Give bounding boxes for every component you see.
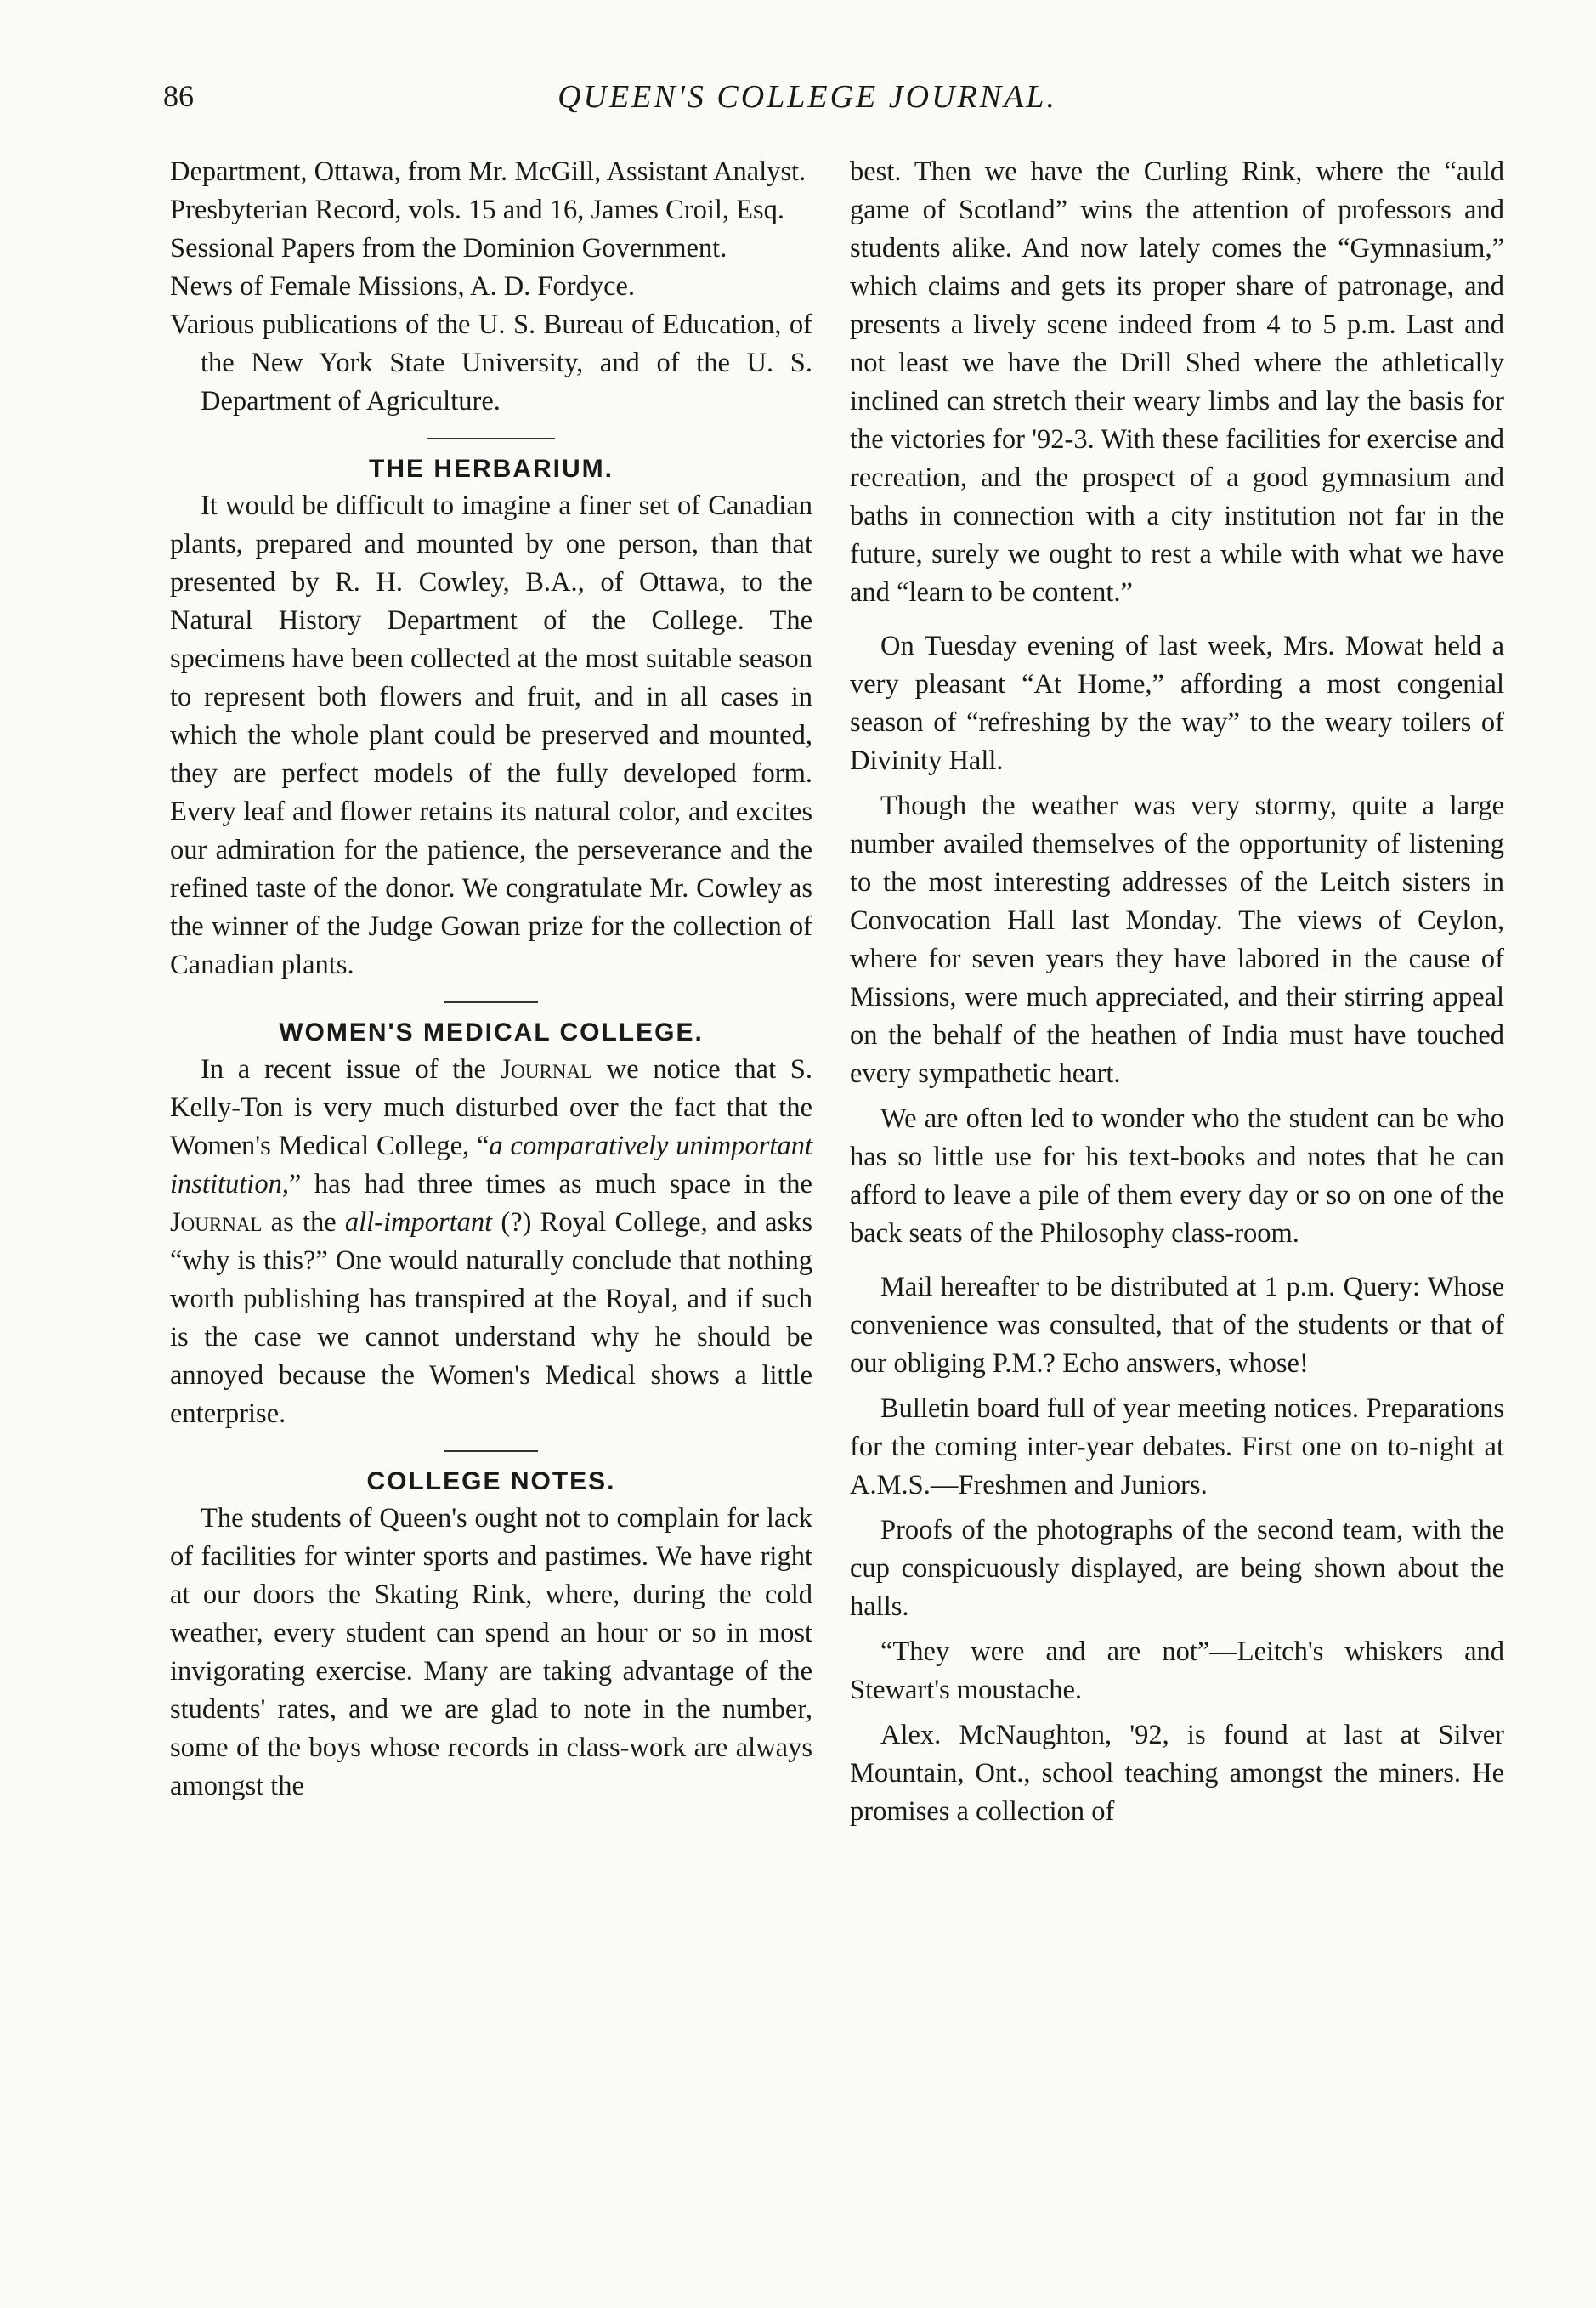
- college-notes-paragraph: The students of Queen's ought not to complain for lack of facilities for winter sports and pastimes. We have right at our doors the Skating Rink, where, during the cold weather, every student can spend an hour or so in most invigorating exercise. Many are taking advantage of the students' rates, and we are glad to note in the number, some of the boys whose records in class-work are always amongst the: [170, 1503, 812, 1801]
- quoted-phrase: a comparatively unimportant institution,: [170, 1131, 812, 1199]
- page-number: 86: [163, 79, 194, 113]
- herbarium-heading: THE HERBARIUM.: [369, 455, 614, 483]
- right-column: [850, 153, 1504, 1831]
- note-paragraph: We are often led to wonder who the student can be who has so little use for his text-books and notes that he can afford to leave a pile of them every day or so on one of the back seats of the Philosophy class-room.: [850, 1103, 1504, 1249]
- left-column: [170, 153, 812, 1806]
- note-paragraph: Bulletin board full of year meeting notices. Preparations for the coming inter-year debates. First one on to-night at A.M.S.—Freshmen and Juniors.: [850, 1393, 1504, 1500]
- donation-entry: Various publications of the U. S. Bureau of Education, of the New York State University, and of the U. S. Department of Agriculture.: [170, 309, 812, 417]
- text-run: we notice that S. Kelly-Ton is very much disturbed over the fact that the Women's Medical College, “: [170, 1054, 812, 1161]
- womens-medical-paragraph: [170, 1051, 812, 1433]
- donation-entry: Presbyterian Record, vols. 15 and 16, James Croil, Esq.: [170, 195, 785, 225]
- text-run: In a recent issue of the: [201, 1054, 501, 1085]
- running-head: [163, 78, 1452, 129]
- note-paragraph: best. Then we have the Curling Rink, where the “auld game of Scotland” wins the attention of professors and students alike. And now lately comes the “Gymnasium,” which claims and gets its proper share of patronage, and presents a lively scene indeed from 4 to 5 p.m. Last and not least we have the Drill Shed where the athletically inclined can stretch their weary limbs and lay the basis for the victories for '92-3. With these facilities for exercise and recreation, and the prospect of a good gymnasium and baths in connection with a city institution not far in the future, surely we ought to rest a while with what we have and “learn to be content.”: [850, 156, 1504, 608]
- herbarium-paragraph: It would be difficult to imagine a finer set of Canadian plants, prepared and mounted by one person, than that presented by R. H. Cowley, B.A., of Ottawa, to the Natural History Department of the College. The specimens have been collected at the most suitable season to represent both flowers and fruit, and in all cases in which the whole plant could be preserved and mounted, they are perfect models of the fully developed form. Every leaf and flower retains its natural color, and excites our admiration for the patience, the perseverance and the refined taste of the donor. We congratulate Mr. Cowley as the winner of the Judge Gowan prize for the collection of Canadian plants.: [170, 491, 812, 980]
- note-paragraph: Mail hereafter to be distributed at 1 p.m. Query: Whose convenience was consulted, that of the students or that of our obliging P.M.? Echo answers, whose!: [850, 1272, 1504, 1379]
- journal-title: QUEEN'S COLLEGE JOURNAL.: [557, 79, 1057, 115]
- donation-entry: News of Female Missions, A. D. Fordyce.: [170, 271, 636, 302]
- donation-entry: Department, Ottawa, from Mr. McGill, Assistant Analyst.: [170, 156, 806, 187]
- donation-entry: Sessional Papers from the Dominion Government.: [170, 233, 727, 264]
- text-run: (?) Royal College, and asks “why is this?” One would naturally conclude that nothing worth publishing has transpired at the Royal, and if such is the case we cannot understand why he should be annoyed because the Women's Medical shows a little enterprise.: [170, 1207, 812, 1429]
- emphasis: all-important: [344, 1207, 493, 1238]
- journal-name: Journal: [170, 1207, 263, 1238]
- note-paragraph: Though the weather was very stormy, quite a large number availed themselves of the opportunity of listening to the most interesting addresses of the Leitch sisters in Convocation Hall last Monday. The views of Ceylon, where for seven years they have labored in the cause of Missions, were much appreciated, and their stirring appeal on the behalf of the heathen of India must have touched every sympathetic heart.: [850, 791, 1504, 1089]
- womens-medical-heading: WOMEN'S MEDICAL COLLEGE.: [279, 1018, 704, 1046]
- text-run: ” has had three times as much space in the: [288, 1169, 812, 1199]
- text-run: as the: [262, 1207, 345, 1238]
- college-notes-heading: COLLEGE NOTES.: [366, 1467, 616, 1495]
- note-paragraph: “They were and are not”—Leitch's whiskers and Stewart's moustache.: [850, 1636, 1504, 1705]
- note-paragraph: On Tuesday evening of last week, Mrs. Mowat held a very pleasant “At Home,” affording a most congenial season of “refreshing by the way” to the weary toilers of Divinity Hall.: [850, 631, 1504, 776]
- note-paragraph: Alex. McNaughton, '92, is found at last at Silver Mountain, Ont., school teaching amongst the miners. He promises a collection of: [850, 1720, 1504, 1827]
- section-divider: [444, 1001, 538, 1003]
- section-divider: [444, 1450, 538, 1452]
- note-paragraph: Proofs of the photographs of the second team, with the cup conspicuously displayed, are being shown about the halls.: [850, 1515, 1504, 1622]
- section-divider: [427, 438, 555, 439]
- journal-name: Journal: [500, 1054, 593, 1085]
